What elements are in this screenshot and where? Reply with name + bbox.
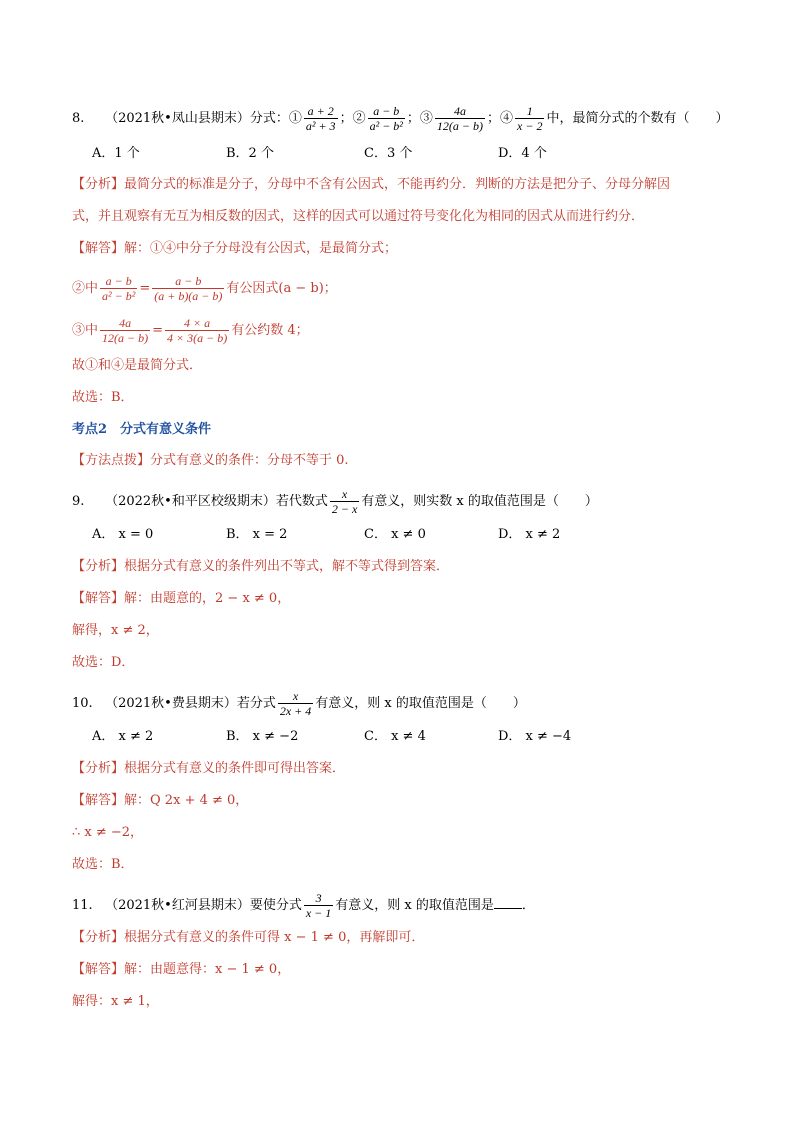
q8-fraction-2: $\frac{a - b}{\text{a² − b²}}$ bbox=[369, 104, 403, 133]
q8-option-d: D．4 个 bbox=[498, 146, 547, 161]
q8-answer-line-2: ②中 $\frac{a - b}{\text{a² − b²}}$ = $\frac{a - b}{(a + b)(a - b)}$ 有公因式(a − b)； bbox=[72, 274, 337, 303]
q8-ans-fraction-c: $\frac{4a}{12(a - b)}$ bbox=[102, 316, 149, 345]
q8-option-a: A．1 个 bbox=[92, 146, 140, 161]
q10-fraction: $\frac{x}{2x + 4}$ bbox=[279, 689, 312, 718]
q8-number: 8. bbox=[72, 111, 85, 126]
q8-fraction-4: $\frac{1}{x - 2}$ bbox=[517, 104, 543, 133]
q9-answer-line-2: 解得，x ≠ 2， bbox=[72, 623, 159, 638]
q10-answer-line-1: 【解答】解：Q 2x + 4 ≠ 0， bbox=[72, 793, 249, 808]
q10-option-b: B． x ≠ −2 bbox=[226, 729, 299, 744]
q8-answer-line-3: ③中 $\frac{4a}{12(a - b)}$ = $\frac{4 \times a}{4 \times 3(a - b)}$ 有公约数 4； bbox=[72, 316, 309, 345]
q10-stem: 10. （2021秋•费县期末）若分式 $\frac{x}{2x + 4}$ 有意义，则 x 的取值范围是（ ） bbox=[72, 689, 526, 718]
q9-answer-line-1: 【解答】解：由题意的，2 − x ≠ 0， bbox=[72, 591, 291, 606]
q8-ans-fraction-a: $\frac{a - b}{\text{a² − b²}}$ bbox=[102, 274, 136, 303]
q10-option-c: C． x ≠ 4 bbox=[364, 729, 426, 744]
answer-blank[interactable] bbox=[494, 896, 522, 909]
q8-tail: 中，最简分式的个数有（ ） bbox=[546, 111, 729, 126]
q9-fraction: $\frac{x}{2 - x}$ bbox=[331, 487, 358, 516]
q8-fraction-3: $\frac{4a}{12(a - b)}$ bbox=[436, 104, 484, 133]
q9-stem: 9. （2022秋•和平区校级期末）若代数式 $\frac{x}{2 - x}$ 有意义，则实数 x 的取值范围是（ ） bbox=[72, 487, 598, 516]
q8-ans-fraction-d: $\frac{4 \times a}{4 \times 3(a - b)}$ bbox=[167, 316, 228, 345]
q10-analysis: 【分析】根据分式有意义的条件即可得出答案． bbox=[72, 761, 346, 776]
q8-choice: 故选：B． bbox=[72, 390, 134, 405]
q11-answer-line-2: 解得：x ≠ 1， bbox=[72, 994, 159, 1009]
kp2-heading: 考点2 分式有意义条件 bbox=[72, 422, 212, 437]
q9-analysis: 【分析】根据分式有意义的条件列出不等式，解不等式得到答案． bbox=[72, 559, 450, 574]
q9-choice: 故选：D． bbox=[72, 655, 135, 670]
q11-analysis: 【分析】根据分式有意义的条件可得 x − 1 ≠ 0，再解即可． bbox=[72, 930, 425, 945]
q9-option-a: A． x = 0 bbox=[92, 527, 154, 542]
q8-fraction-1: $\frac{a + 2}{\text{a² + 3}}$ bbox=[305, 104, 336, 133]
q10-option-a: A． x ≠ 2 bbox=[92, 729, 154, 744]
q8-option-c: C．3 个 bbox=[364, 146, 413, 161]
q8-source: （2021秋•凤山县期末）分式： bbox=[105, 111, 289, 126]
q10-choice: 故选：B． bbox=[72, 857, 134, 872]
q10-number: 10. bbox=[72, 696, 93, 711]
q9-option-c: C． x ≠ 0 bbox=[364, 527, 426, 542]
kp2-method: 【方法点拨】分式有意义的条件：分母不等于 0. bbox=[72, 453, 349, 468]
q9-option-d: D． x ≠ 2 bbox=[498, 527, 561, 542]
q9-number: 9. bbox=[72, 494, 85, 509]
q11-stem: 11. （2021秋•红河县期末）要使分式 $\frac{3}{x - 1}$ 有意义，则 x 的取值范围是 ． bbox=[72, 891, 535, 920]
q8-ans-fraction-b: $\frac{a - b}{(a + b)(a - b)}$ bbox=[154, 274, 223, 303]
q8-answer-line-1: 【解答】解：①④中分子分母没有公因式，是最简分式； bbox=[72, 241, 398, 256]
q10-answer-line-2: ∴ x ≠ −2， bbox=[72, 825, 144, 840]
q9-option-b: B． x = 2 bbox=[226, 527, 288, 542]
q10-option-d: D． x ≠ −4 bbox=[498, 729, 572, 744]
q8-option-b: B．2 个 bbox=[226, 146, 274, 161]
q11-answer-line-1: 【解答】解：由题意得：x − 1 ≠ 0， bbox=[72, 962, 291, 977]
q8-analysis-line-2: 式，并且观察有无互为相反数的因式，这样的因式可以通过符号变化化为相同的因式从而进行约分． bbox=[72, 209, 645, 224]
q8-conclusion: 故①和④是最简分式． bbox=[72, 358, 203, 373]
q11-fraction: $\frac{3}{x - 1}$ bbox=[305, 891, 332, 920]
q8-analysis-line-1: 【分析】最简分式的标准是分子，分母中不含有公因式，不能再约分．判断的方法是把分子、分母分解因 bbox=[72, 177, 671, 192]
q11-number: 11. bbox=[72, 898, 93, 913]
q8-stem: 8. （2021秋•凤山县期末）分式：① $\frac{a + 2}{\text{a² + 3}}$ ；② $\frac{a - b}{\text{a² − b²}}$ ；③ $\frac{4a}{12(a - b)}$ ；④ $\frac{1}{x - 2}$ 中，最简分式的个数有（ ） bbox=[72, 104, 729, 133]
